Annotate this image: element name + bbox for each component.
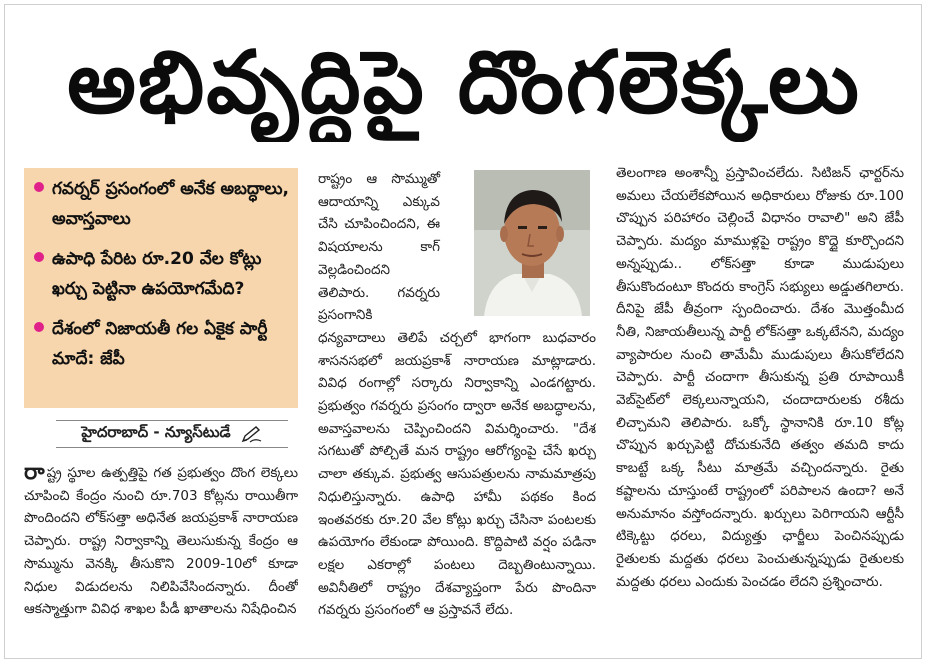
article-column-3 <box>616 162 904 648</box>
highlight-text: గవర్నర్ ప్రసంగంలో అనేక అబద్ధాలు, అవాస్తవాలు <box>52 179 289 229</box>
article-text: రాష్ట్రం ఆ సొమ్ముతో ఆదాయాన్ని ఎక్కువ చేసి చూపించిందని, ఈ విషయాలను కాగ్ వెల్లడించిందని తెలిపారు. గవర్నరు ప్రసంగానికి ధన్యవాదాలు తెలిపే చర్చలో భాగంగా బుధవారం శాసనసభలో జయప్రకాశ్ నారాయణ మాట్లాడారు. వివిధ రంగాల్లో సర్కారు నిర్వాకాన్ని ఎండగట్టారు. ప్రభుత్వం గవర్నరు ప్రసంగం ద్వారా అనేక అబద్ధాలను, అవాస్తవాలను చెప్పించిందని విమర్శించారు. "దేశ సగటుతో పోల్చితే మన రాష్ట్రం ఆరోగ్యంపై చేసే ఖర్చు చాలా తక్కువ. ప్రభుత్వ ఆసుపత్రులను నామమాత్రపు నిధులిస్తున్నారు. ఉపాధి హామీ పథకం కింద ఇంతవరకు రూ.20 వేల కోట్లు ఖర్చు చేసినా పంటలకు ఉపయోగం లేకుండా పోయింది. కొద్దిపాటి వర్షం పడినా లక్షల ఎకరాల్లో పంటలు దెబ్బతింటున్నాయి. అవినీతిలో రాష్ట్రం దేశవ్యాప్తంగా పేరు పొందినా గవర్నరు ప్రసంగంలో ఆ ప్రస్తావనే లేదు. <box>318 171 596 619</box>
highlight-item <box>32 244 290 304</box>
highlight-item <box>32 174 290 234</box>
article-text: ష్ట్ర స్థూల ఉత్పత్తిపై గత ప్రభుత్వం దొంగ లెక్కలు చూపించి కేంద్రం నుంచి రూ.703 కోట్లను రాయితీగా పొందిందని లోక్‌సత్తా అధినేత జయప్రకాశ్ నారాయణ చెప్పారు. రాష్ట్ర నిర్వాకాన్ని తెలుసుకున్న కేంద్రం ఆ సొమ్మును వెనక్కి తీసుకొని 2009-10లో కూడా నిధుల విడుదలను నిలిపివేసిందన్నారు. దీంతో ఆకస్మాత్తుగా వివిధ శాఖల పీడీ ఖాతాలను నిషేధించిన <box>24 465 298 618</box>
drop-cap: రా <box>24 462 45 485</box>
article-text: తెలంగాణ అంశాన్నీ ప్రస్తావించలేదు. సిటిజన్ ఛార్టర్‌ను అమలు చేయలేకపోయిన అధికారులు రోజుకు రూ.100 చొప్పున పరిహారం చెల్లించే విధానం రావాలి" అని జేపీ చెప్పారు. మద్యం మాముళ్లపై రాష్ట్రం కొద్దై కూర్చొందని అన్నప్పుడు.. లోక్‌సత్తా కూడా ముడుపులు తీసుకొందంటూ కొందరు కాంగ్రెస్ సభ్యులు అడ్డుతగిలారు. దీనిపై జేపీ తీవ్రంగా స్పందించారు. దేశం మొత్తంమీద నీతి, నిజాయతీలున్న పార్టీ లోక్‌సత్తా ఒక్కటేనని, మద్యం వ్యాపారుల నుంచి తామేమీ ముడుపులు తీసుకోలేదని చెప్పారు. పార్టీ చందాగా తీసుకున్న ప్రతి రూపాయికీ వెబ్‌సైట్‌లో లెక్కలున్నాయని, చందాదారులకు రశీదు లిచ్చామని తెలిపారు. ఒక్కో స్థానానికి రూ.10 కోట్ల చొప్పున ఖర్చుపెట్టి దోచుకునేది తత్వం తమది కాదు కాబట్టే ఒక్క సీటు మాత్రమే వచ్చిందన్నారు. రైతు కష్టాలను చూస్తుంటే రాష్ట్రంలో పరిపాలన ఉందా? అనే అనుమానం వస్తోందన్నారు. ఖర్చులు పెరిగాయని ఆర్టీసీ టిక్కెట్టు ధరలు, విద్యుత్తు ఛార్జీలు పెంచినప్పుడు రైతులకు మద్దతు ధరలు పెంచుతున్నప్పుడు రైతులకు మద్దతు ధరలు ఎందుకు పెంచడం లేదని ప్రశ్నించారు. <box>616 165 904 590</box>
highlight-text: ఉపాధి పేరిట రూ.20 వేల కోట్లు ఖర్చు పెట్టినా ఉపయోగమేది? <box>52 249 262 299</box>
highlight-item <box>32 314 290 374</box>
dateline <box>56 420 288 448</box>
article-column-1 <box>24 462 298 648</box>
headline: అభివృద్ధిపై దొంగలెక్కలు <box>67 33 861 133</box>
portrait-image <box>474 170 590 316</box>
pen-icon <box>241 425 263 443</box>
highlights-box <box>24 168 298 408</box>
bullet-icon <box>34 182 44 192</box>
highlight-text: దేశంలో నిజాయతీ గల ఏకైక పార్టీ మాదే: జేపీ <box>52 319 268 369</box>
dateline-text: హైదరాబాద్ - న్యూస్‌టుడే <box>81 423 231 441</box>
portrait-photo <box>474 170 590 316</box>
bullet-icon <box>34 322 44 332</box>
bullet-icon <box>34 252 44 262</box>
